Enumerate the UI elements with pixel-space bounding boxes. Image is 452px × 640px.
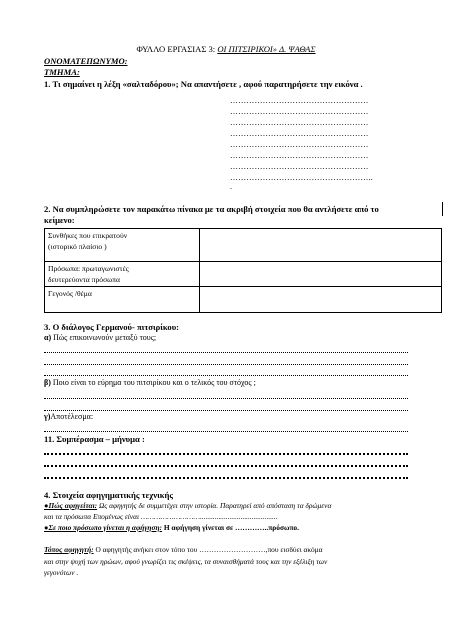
q2-text-line2: κείμενο: (44, 215, 75, 225)
q4-narration-person: ●Σε ποιο πρόσωπο γίνεται η αφήγηση: Η αφήγηση γίνεται σε …………..πρόσωπο. (44, 523, 299, 532)
margin-rule (442, 202, 443, 216)
q2-text-line1: 2. Να συμπληρώσετε τον παρακάτω πίνακα με τα ακριβή στοιχεία που θα αντλήσετε από το (44, 204, 379, 214)
q1-answer-line: . (230, 182, 233, 191)
table-answer-cell[interactable] (200, 287, 442, 313)
q4-narrator-place: Τόπος αφηγητή: Ο αφηγητής ανήκει στον τόπο του ………………………,που εισδύει ακόμα (44, 545, 323, 554)
q3a-answer-line[interactable] (44, 364, 408, 365)
q3b-answer-line[interactable] (44, 398, 408, 399)
table-label-cell: Συνθήκες που επικρατούν (ιστορικό πλαίσιο ) (45, 229, 200, 262)
q11-answer-line[interactable] (44, 477, 408, 479)
table-label-cell: Πρόσωπα: πρωταγωνιστές δευτερεύοντα πρόσωπα (45, 262, 200, 287)
q1-answer-line[interactable]: …………………………………………… (230, 118, 369, 127)
table-row (45, 229, 442, 262)
q3b-answer-line[interactable] (44, 410, 408, 411)
q4-heading: 4. Στοιχεία αφηγηματικής τεχνικής (44, 490, 174, 500)
table-answer-cell[interactable] (200, 262, 442, 287)
q3a-answer-line[interactable] (44, 352, 408, 353)
title-work: ΟΙ ΠΙΤΣΙΡΙΚΟΙ» Δ. ΨΑΘΑΣ (217, 44, 316, 54)
worksheet-title (0, 44, 452, 54)
table-answer-cell[interactable] (200, 229, 442, 262)
q1-answer-line[interactable]: …………………………………………… (230, 107, 369, 116)
q3c-answer-line[interactable] (44, 431, 408, 432)
name-label: ΟΝΟΜΑΤΕΠΩΝΥΜΟ: (44, 56, 128, 66)
q1-answer-line[interactable]: …………………………………………… (230, 140, 369, 149)
table-row (45, 287, 442, 313)
q3-heading: 3. Ο διάλογος Γερμανού- πιτσιρίκου: (44, 322, 180, 332)
q2-table (44, 228, 442, 313)
q1-answer-line[interactable]: …………………………………………….. (230, 173, 373, 182)
q3a-answer-line[interactable] (44, 375, 408, 376)
q1-answer-line[interactable]: …………………………………………… (230, 151, 369, 160)
class-label: ΤΜΗΜΑ: (44, 67, 80, 77)
q4-narration-how: ●Πώς αφηγείται: Ως αφηγητής δε συμμετέχει στην ιστορία. Παρατηρεί από απόσταση τα δρώμενα (44, 501, 332, 510)
q11-answer-line[interactable] (44, 465, 408, 467)
q1-text: 1. Τι σημαίνει η λέξη «σαλταδόρου»; Να απαντήσετε , αφού παρατηρήσετε την εικόνα . (44, 79, 363, 89)
q4-narrator-place-line2: και στην ψυχή των ηρώων, αφού γνωρίζει τις σκέψεις, τα συναισθήματά τους και την εξέλιξη των (44, 557, 328, 566)
table-row (45, 262, 442, 287)
q1-answer-line[interactable]: …………………………………………… (230, 162, 369, 171)
q3a-question: α) Πώς επικοινωνούν μεταξύ τους; (44, 333, 157, 342)
q11-heading: 11. Συμπέρασμα – μήνυμα : (44, 434, 145, 444)
title-prefix: ΦΥΛΛΟ ΕΡΓΑΣΙΑΣ 3: (136, 44, 216, 54)
q1-answer-line[interactable]: …………………………………………… (230, 96, 369, 105)
q4-narrator-place-line3: γεγονότων . (44, 568, 79, 577)
q3b-question: β) Ποιο είναι το εύρημα του πιτσιρίκου και ο τελικός του στόχος ; (44, 378, 256, 387)
q1-answer-line[interactable]: …………………………………………… (230, 129, 369, 138)
q11-answer-line[interactable] (44, 453, 408, 455)
table-label-cell: Γεγονός /θέμα (45, 287, 200, 313)
q3c-question: γ)Αποτέλεσμα: (44, 412, 94, 421)
q4-narration-how-line2: και τα πρόσωπα Επομένως είναι ……………………….......................................... (44, 512, 278, 521)
